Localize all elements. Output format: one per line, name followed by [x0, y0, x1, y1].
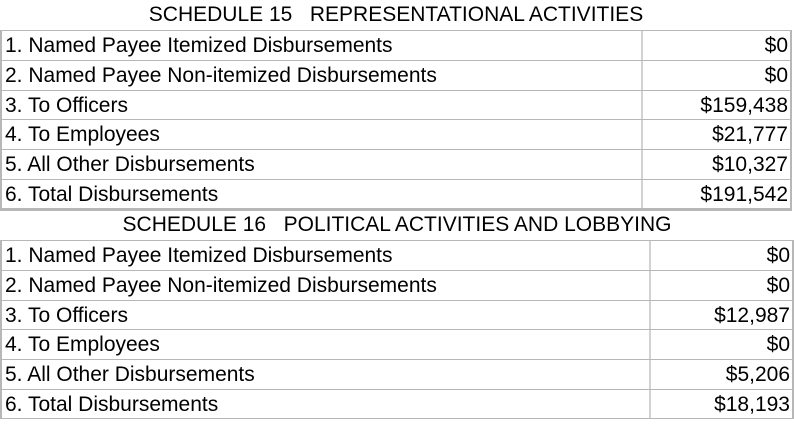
table-row — [0, 90, 792, 120]
row-label: 4. To Employees — [0, 330, 651, 359]
schedule-15-title: SCHEDULE 15 REPRESENTATIONAL ACTIVITIES — [148, 3, 644, 26]
table-row — [0, 119, 792, 149]
row-value: $0 — [651, 330, 794, 359]
row-label: 6. Total Disbursements — [0, 180, 643, 208]
table-row — [0, 240, 794, 270]
table-row-total — [0, 179, 792, 209]
schedule-15-table — [0, 30, 792, 211]
row-label: 6. Total Disbursements — [0, 390, 651, 418]
row-value: $191,542 — [643, 180, 792, 208]
row-label: 5. All Other Disbursements — [0, 150, 643, 179]
row-value: $18,193 — [651, 390, 794, 418]
row-value: $0 — [643, 61, 792, 90]
table-row-total — [0, 389, 794, 419]
row-label: 3. To Officers — [0, 91, 643, 120]
row-value: $12,987 — [651, 301, 794, 330]
table-row — [0, 300, 794, 330]
row-label: 5. All Other Disbursements — [0, 360, 651, 389]
table-row — [0, 30, 792, 60]
row-value: $0 — [643, 31, 792, 60]
schedule-16-title: SCHEDULE 16 POLITICAL ACTIVITIES AND LOBBYING — [122, 213, 672, 236]
table-row — [0, 270, 794, 300]
row-value: $159,438 — [643, 91, 792, 120]
table-row — [0, 149, 792, 179]
row-label: 1. Named Payee Itemized Disbursements — [0, 31, 643, 60]
schedule-15-section — [0, 0, 792, 211]
row-value: $10,327 — [643, 150, 792, 179]
row-value: $0 — [651, 271, 794, 300]
row-value: $5,206 — [651, 360, 794, 389]
row-value: $21,777 — [643, 120, 792, 149]
row-label: 1. Named Payee Itemized Disbursements — [0, 241, 651, 270]
row-label: 2. Named Payee Non-itemized Disbursements — [0, 61, 643, 90]
schedule-16-table — [0, 240, 794, 419]
table-row — [0, 359, 794, 389]
row-label: 4. To Employees — [0, 120, 643, 149]
row-label: 2. Named Payee Non-itemized Disbursements — [0, 271, 651, 300]
row-label: 3. To Officers — [0, 301, 651, 330]
table-row — [0, 60, 792, 90]
row-value: $0 — [651, 241, 794, 270]
table-row — [0, 329, 794, 359]
schedule-16-section — [0, 210, 794, 419]
